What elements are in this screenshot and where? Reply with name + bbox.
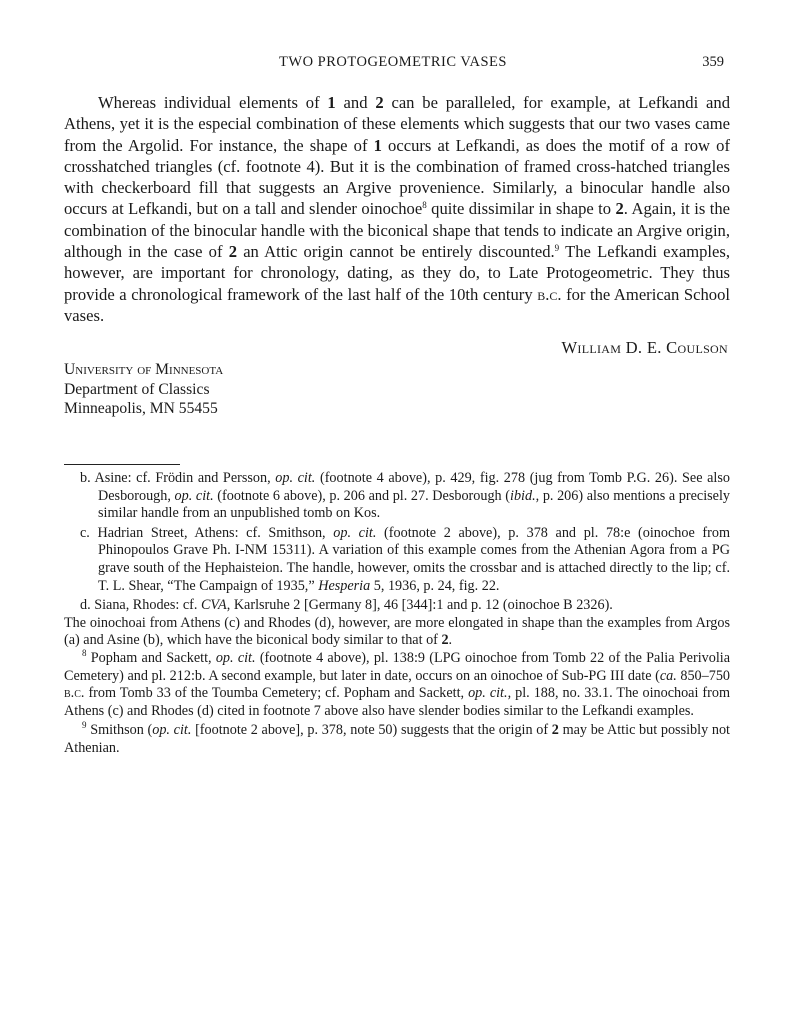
journal-title: CVA: [200, 597, 227, 614]
running-title: TWO PROTOGEOMETRIC VASES: [279, 54, 507, 70]
citation-abbrev: ibid.: [510, 487, 536, 504]
affiliation-department: Department of Classics: [64, 380, 210, 398]
footnote-8: [64, 647, 731, 720]
body-text: quite dissimilar in shape to: [426, 199, 616, 219]
note-text: may be Attic but possibly not Athenian.: [64, 722, 730, 756]
note-text: (footnote 4 above), pl. 138:9 (LPG oinochoe from Tomb 22 of the Palia Perivolia Cemetery) and pl. 212:b. A second example, but later in date, occurs on an oinochoe of Sub-PG III date (: [64, 649, 731, 684]
body-text: and: [335, 93, 376, 112]
note-text: c. Hadrian Street, Athens: cf. Smithson,: [80, 524, 334, 541]
vase-ref: 2: [551, 722, 559, 739]
note-text: .: [448, 632, 453, 649]
note-text: d. Siana, Rhodes: cf.: [80, 597, 201, 614]
page-number: 359: [702, 54, 724, 70]
body-text: an Attic origin cannot be entirely discounted.: [236, 242, 555, 262]
vase-ref: 2: [228, 242, 237, 262]
footnote-separator: [64, 464, 180, 465]
note-text: (footnote 6 above), p. 206 and pl. 27. Desborough (: [213, 487, 511, 504]
affiliation-address: Minneapolis, MN 55455: [64, 400, 218, 417]
footnote-ref: 8: [422, 200, 427, 211]
footnote-number: 8: [82, 647, 87, 658]
era-abbrev: b.c.: [64, 685, 85, 702]
citation-abbrev: op. cit.: [275, 470, 316, 486]
note-text: 5, 1936, p. 24, fig. 22.: [370, 577, 500, 594]
citation-abbrev: ca.: [659, 667, 677, 684]
body-paragraph: [64, 92, 730, 326]
footnote-number: 9: [82, 720, 87, 731]
body-text: . Again, it is the combination of the binocular handle with the biconical shape that tends to indicate an Argive origin, although in the case of: [64, 199, 730, 262]
note-text: The oinochoai from Athens (c) and Rhodes (d), however, are more elongated in shape than the examples from Argos (a) and Asine (b), which have the biconical body similar to that of: [64, 614, 730, 649]
body-text: for the American School vases.: [64, 284, 731, 325]
body-text: can be paralleled, for example, at Lefkandi and Athens, yet it is the especial combination of these elements which suggests that our two vases came from the Argolid. For instance, the shape of: [64, 93, 730, 155]
page-header: [0, 54, 786, 74]
note-text: , p. 206) also mentions a precisely similar handle from an unpublished tomb on Kos.: [98, 487, 731, 522]
note-text: Popham and Sackett,: [86, 649, 216, 666]
footnote-9: [64, 722, 730, 757]
vase-ref: 2: [375, 93, 384, 112]
note-text: (footnote 4 above), p. 429, fig. 278 (jug from Tomb P.G. 26). See also Desborough,: [98, 470, 730, 504]
footnote-item-b: [64, 470, 730, 523]
note-text: 850–750: [676, 667, 731, 684]
note-text: (footnote 2 above), p. 378 and pl. 78:e (oinochoe from Phinopoulos Grave Ph. I-NM 15311). A variation of this example comes from the Athenian Agora from a PG grave south of the Hephaisteion. The handle, however, omits the crossbar and is attached directly to the lip; cf. T. L. Shear, “The Campaign of 1935,”: [98, 524, 731, 594]
body-text: occurs at Lefkandi, as does the motif of a row of crosshatched triangles (cf. footnote 4). But it is the combination of framed cross-hatched triangles with checkerboard fill that suggests an Argive provenience. Similarly, a binocular handle also occurs at Lefkandi, but on a tall and slender oinochoe: [64, 135, 730, 219]
journal-title: Hesperia: [318, 577, 371, 594]
body-text: Whereas individual elements of: [98, 93, 328, 112]
note-text: , pl. 188, no. 33.1. The oinochoai from Athens (c) and Rhodes (d) cited in footnote 7 above also have slender bodies similar to the Lefkandi examples.: [64, 685, 731, 719]
citation-abbrev: op. cit.: [333, 524, 377, 541]
body-text: The Lefkandi examples, however, are important for chronology, dating, as they do, to Late Protogeometric. They thus provide a chronological framework of the last half of the 10th century: [64, 242, 730, 304]
footnote-continuation: [64, 615, 730, 650]
vase-ref: 1: [373, 135, 382, 155]
author-affiliation: [64, 360, 223, 419]
vase-ref: 2: [441, 632, 449, 649]
era-abbrev: b.c.: [537, 284, 562, 304]
footnote-ref: 9: [554, 243, 560, 254]
vase-ref: 2: [615, 199, 624, 219]
note-text: [footnote 2 above], p. 378, note 50) suggests that the origin of: [191, 722, 552, 739]
affiliation-university: University of Minnesota: [64, 361, 224, 378]
note-text: b. Asine: cf. Frödin and Persson,: [80, 470, 276, 486]
note-text: , Karlsruhe 2 [Germany 8], 46 [344]:1 and p. 12 (oinochoe B 2326).: [226, 597, 613, 614]
footnote-item-d: [64, 597, 730, 615]
footnote-item-c: [64, 525, 730, 595]
citation-abbrev: op. cit.: [215, 649, 256, 666]
note-text: Smithson (: [86, 722, 153, 739]
citation-abbrev: op. cit.: [174, 487, 214, 504]
citation-abbrev: op. cit.: [152, 722, 192, 739]
note-text: from Tomb 33 of the Toumba Cemetery; cf. Popham and Sackett,: [84, 685, 469, 702]
author-signature: William D. E. Coulson: [561, 338, 728, 357]
citation-abbrev: op. cit.: [468, 685, 508, 702]
footnotes: [64, 470, 730, 758]
vase-ref: 1: [327, 93, 336, 112]
